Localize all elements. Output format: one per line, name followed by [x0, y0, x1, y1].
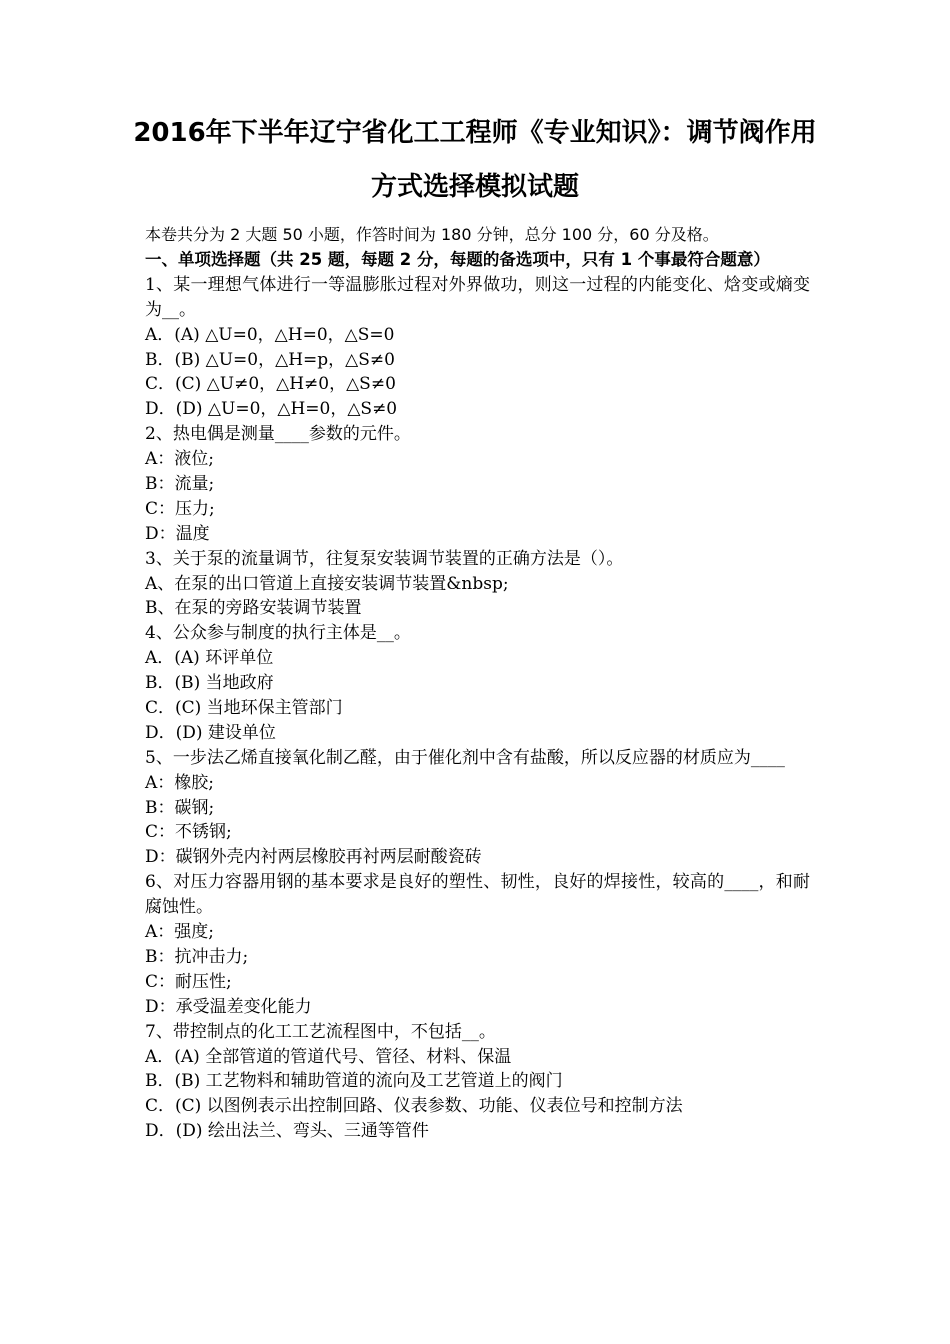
answer-option: D：碳钢外壳内衬两层橡胶再衬两层耐酸瓷砖	[145, 847, 482, 868]
answer-option: C：耐压性;	[145, 971, 232, 992]
answer-option: D．(D) △U=0，△H=0，△S≠0	[145, 399, 398, 420]
question-stem: 6、对压力容器用钢的基本要求是良好的塑性、韧性，良好的焊接性，较高的____，和耐腐蚀性。	[145, 872, 810, 918]
answer-option: D：承受温差变化能力	[145, 996, 312, 1017]
answer-option: A．(A) △U=0，△H=0，△S=0	[145, 324, 395, 345]
question-stem: 4、公众参与制度的执行主体是__。	[145, 623, 411, 644]
document-body	[145, 223, 810, 1144]
question-stem: 5、一步法乙烯直接氧化制乙醛，由于催化剂中含有盐酸，所以反应器的材质应为____	[145, 747, 785, 768]
question-stem: 7、带控制点的化工工艺流程图中，不包括__。	[145, 1021, 496, 1042]
answer-option: D．(D) 建设单位	[145, 722, 276, 743]
answer-option: B．(B) 当地政府	[145, 673, 274, 694]
question-block	[145, 746, 810, 870]
answer-option: A、在泵的出口管道上直接安装调节装置&nbsp;	[145, 573, 509, 594]
answer-option: B：抗冲击力;	[145, 946, 249, 967]
answer-option: C．(C) 当地环保主管部门	[145, 698, 343, 719]
question-stem: 3、关于泵的流量调节，往复泵安装调节装置的正确方法是（）。	[145, 548, 624, 569]
question-stem: 2、热电偶是测量____参数的元件。	[145, 424, 411, 445]
answer-option: A：强度;	[145, 922, 215, 943]
answer-option: B、在泵的旁路安装调节装置	[145, 598, 362, 619]
exam-instructions: 本卷共分为 2 大题 50 小题，作答时间为 180 分钟，总分 100 分，60 分及格。	[145, 225, 719, 244]
answer-option: B：碳钢;	[145, 797, 215, 818]
question-block	[145, 621, 810, 745]
answer-option: A．(A) 全部管道的管道代号、管径、材料、保温	[145, 1046, 512, 1067]
section-heading: 一、单项选择题（共 25 题，每题 2 分，每题的备选项中，只有 1 个事最符合题意）	[145, 249, 770, 269]
question-stem: 1、某一理想气体进行一等温膨胀过程对外界做功，则这一过程的内能变化、焓变或熵变为__。	[145, 274, 810, 320]
answer-option: D．(D) 绘出法兰、弯头、三通等管件	[145, 1121, 429, 1142]
answer-option: C：压力;	[145, 498, 215, 519]
question-block	[145, 1020, 810, 1144]
document-title-line-1: 2016年下半年辽宁省化工工程师《专业知识》：调节阀作用	[133, 118, 817, 148]
answer-option: B．(B) △U=0，△H=p，△S≠0	[145, 349, 395, 370]
answer-option: B．(B) 工艺物料和辅助管道的流向及工艺管道上的阀门	[145, 1071, 563, 1092]
question-block	[145, 422, 810, 546]
answer-option: C：不锈钢;	[145, 822, 232, 843]
document-title-line-2: 方式选择模拟试题	[370, 172, 579, 202]
answer-option: B：流量;	[145, 473, 215, 494]
answer-option: C．(C) 以图例表示出控制回路、仪表参数、功能、仪表位号和控制方法	[145, 1096, 683, 1117]
answer-option: A．(A) 环评单位	[145, 648, 274, 669]
question-block	[145, 870, 810, 1019]
question-block	[145, 547, 810, 622]
question-block	[145, 273, 810, 422]
answer-option: D：温度	[145, 523, 210, 544]
answer-option: A：橡胶;	[145, 772, 215, 793]
answer-option: A：液位;	[145, 449, 215, 470]
answer-option: C．(C) △U≠0，△H≠0，△S≠0	[145, 374, 396, 395]
question-list	[145, 273, 810, 1144]
